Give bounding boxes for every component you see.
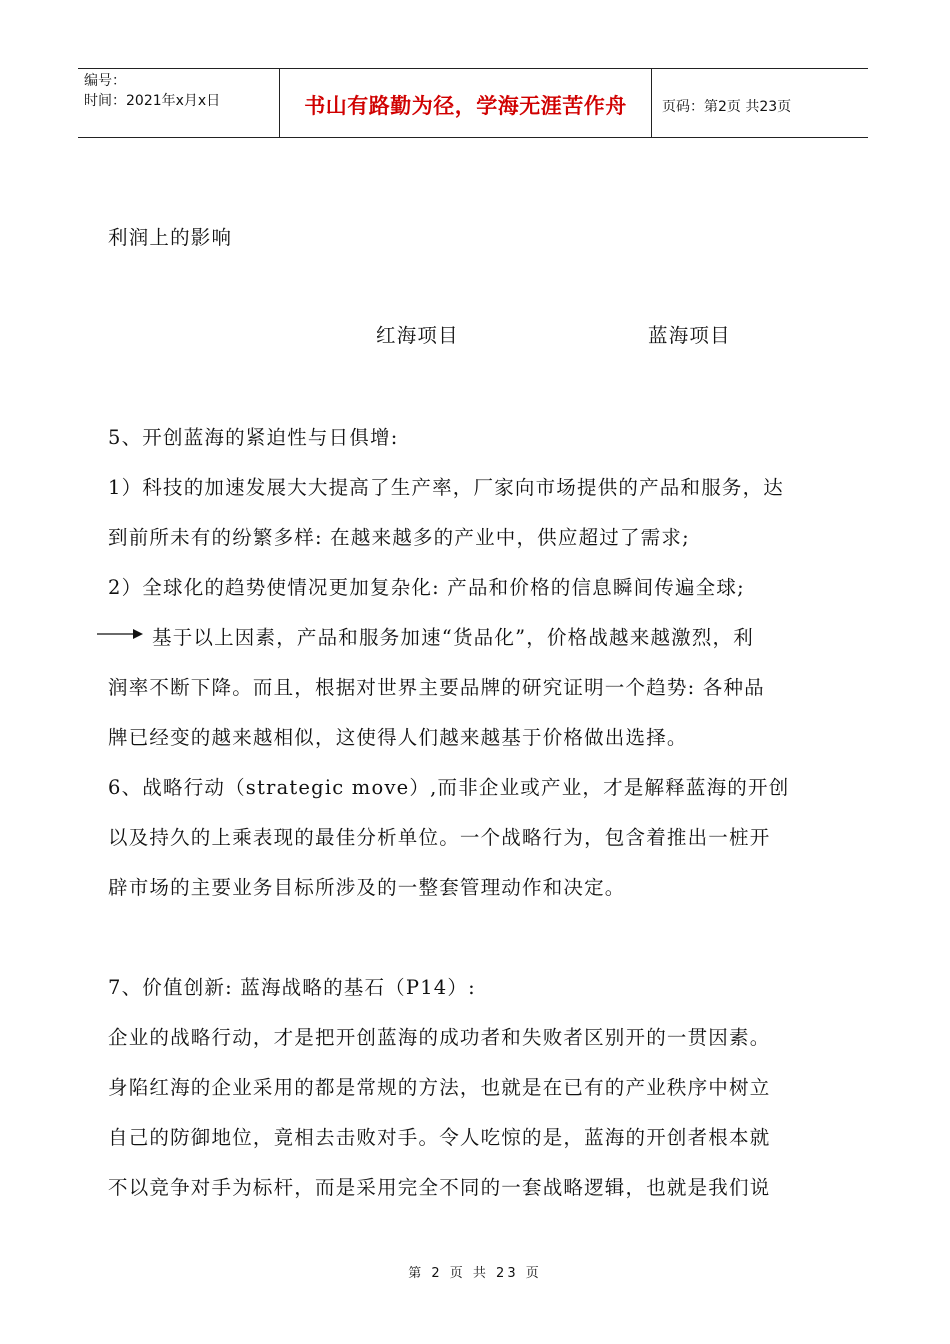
arrow-icon xyxy=(97,628,145,640)
section-7-title: 7、价值创新: 蓝海战略的基石（P14）: xyxy=(108,976,476,999)
header-meta xyxy=(78,69,280,137)
section-6-line-3: 辟市场的主要业务目标所涉及的一整套管理动作和决定。 xyxy=(108,876,626,899)
section-7-line-1: 企业的战略行动，才是把开创蓝海的成功者和失败者区别开的一贯因素。 xyxy=(108,1026,771,1049)
section-7-line-3: 自己的防御地位，竟相去击败对手。令人吃惊的是，蓝海的开创者根本就 xyxy=(108,1126,771,1149)
label-blue-ocean: 蓝海项目 xyxy=(648,324,731,347)
section-5-line-1: 1）科技的加速发展大大提高了生产率，厂家向市场提供的产品和服务，达 xyxy=(108,476,785,499)
section-5-line-5: 润率不断下降。而且，根据对世界主要品牌的研究证明一个趋势: 各种品 xyxy=(108,676,765,699)
label-red-ocean: 红海项目 xyxy=(376,324,459,347)
section-7-line-2: 身陷红海的企业采用的都是常规的方法，也就是在已有的产业秩序中树立 xyxy=(108,1076,771,1099)
section-5-line-6: 牌已经变的越来越相似，这使得人们越来越基于价格做出选择。 xyxy=(108,726,688,749)
section-6-line-2: 以及持久的上乘表现的最佳分析单位。一个战略行为，包含着推出一桩开 xyxy=(108,826,771,849)
section-5-line-4: 基于以上因素，产品和服务加速“货品化”，价格战越来越激烈，利 xyxy=(152,626,754,649)
section-5-title: 5、开创蓝海的紧迫性与日俱增: xyxy=(108,426,399,449)
header-code-label: 编号： xyxy=(84,73,126,89)
header-page-info: 页码：第2页 共23页 xyxy=(662,99,792,115)
heading-profit: 利润上的影响 xyxy=(108,226,233,249)
page-header xyxy=(78,68,868,138)
section-7-line-4: 不以竞争对手为标杆，而是采用完全不同的一套战略逻辑，也就是我们说 xyxy=(108,1176,771,1199)
header-motto: 书山有路勤为径，学海无涯苦作舟 xyxy=(280,69,652,137)
section-5-line-3: 2）全球化的趋势使情况更加复杂化: 产品和价格的信息瞬间传遍全球; xyxy=(108,576,745,599)
header-time-label: 时间：2021年x月x日 xyxy=(84,93,221,109)
section-5-line-2: 到前所未有的纷繁多样: 在越来越多的产业中，供应超过了需求; xyxy=(108,526,690,549)
section-6-line-1: 6、战略行动（strategic move）,而非企业或产业，才是解释蓝海的开创 xyxy=(108,776,790,799)
page-footer: 第 2 页 共 23 页 xyxy=(408,1266,542,1281)
